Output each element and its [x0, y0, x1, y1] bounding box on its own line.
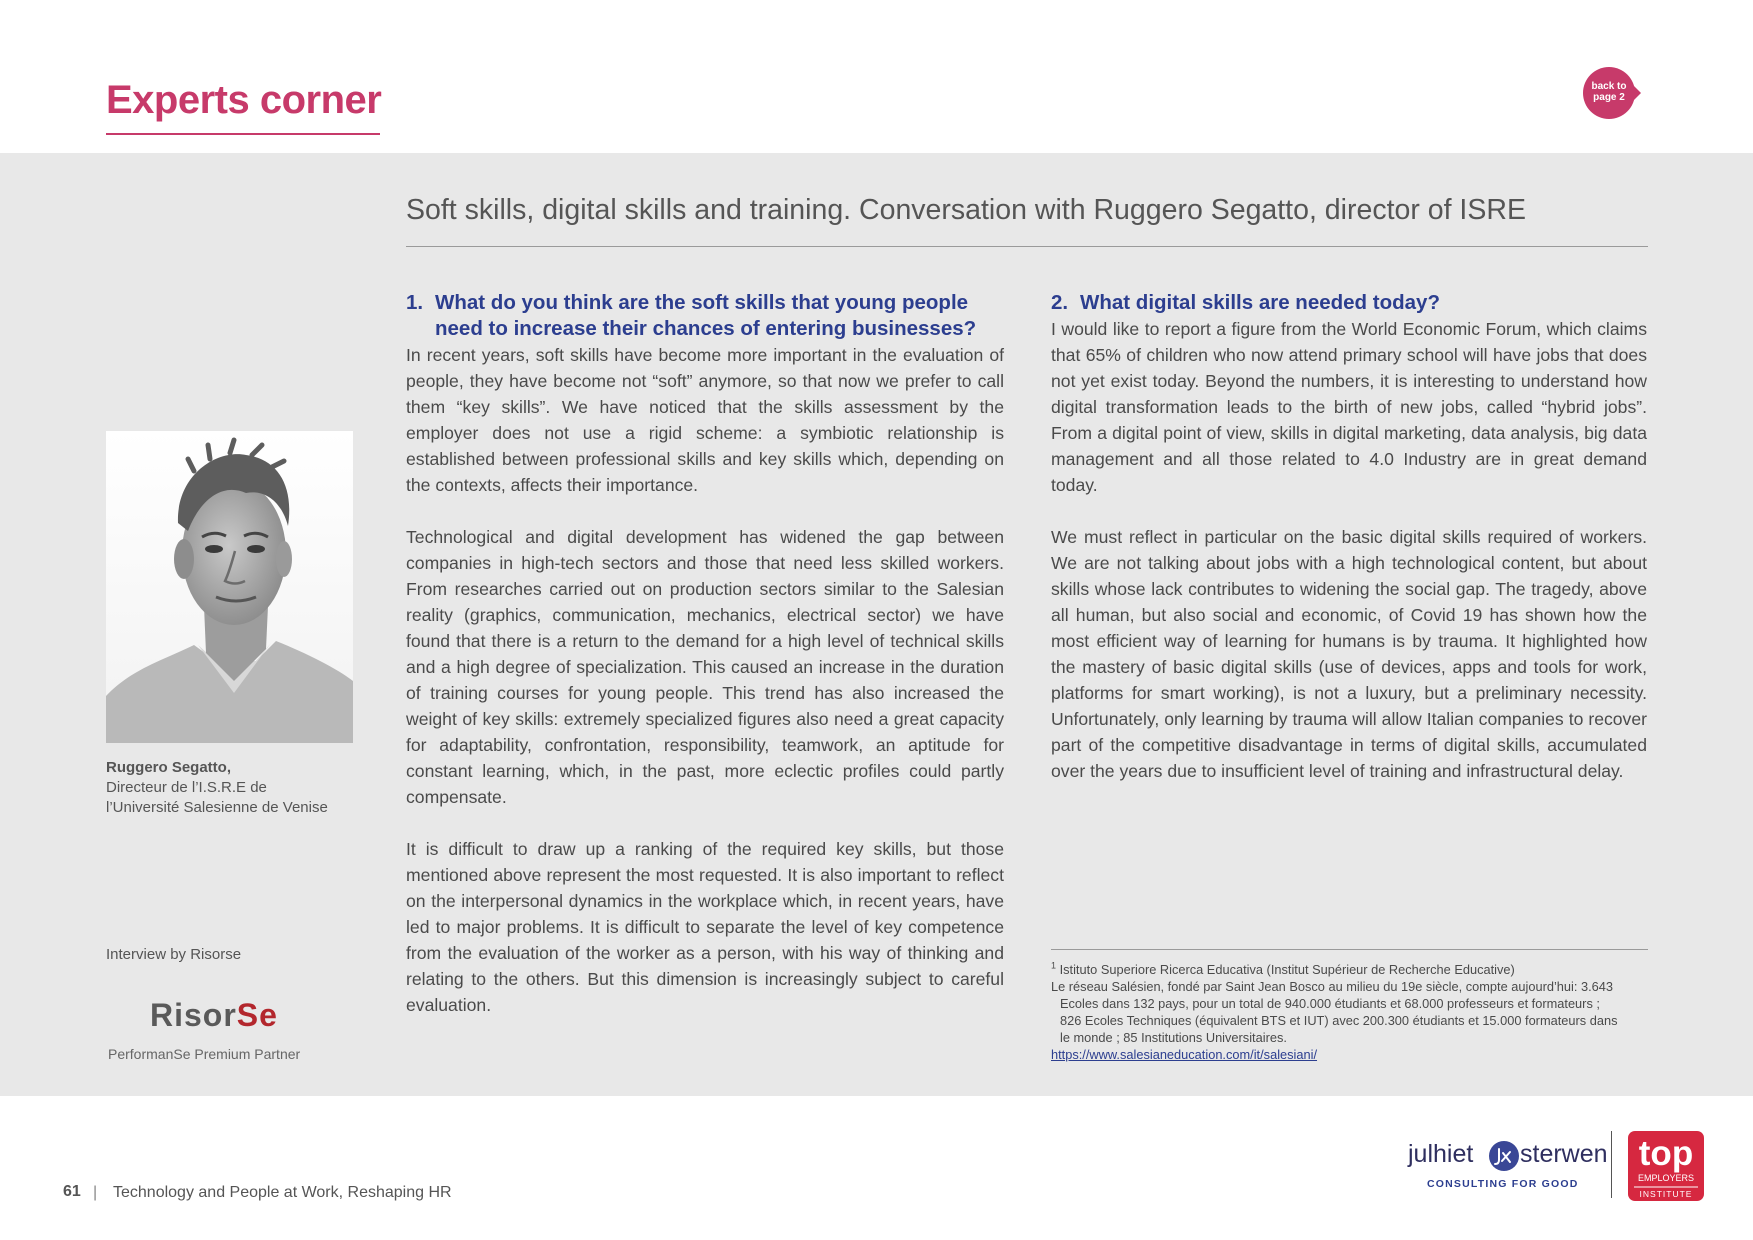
risorse-logo-word-b: Se [236, 997, 278, 1033]
section-title: Experts corner [106, 78, 382, 122]
answer-1-paragraph-2: Technological and digital development has widened the gap between companies in high-tech sectors and those that need less skilled workers. From researches carried out on production sectors similar to the Salesian reality (graphics, communication, mechanics, electrical sector) we have found that there is a return to the demand for a high level of technical skills and a high degree of specialization. This caused an increase in the duration of training courses for young people. This trend has also increased the weight of key skills: extremely specialized figures also need a great capacity for adaptability, confrontation, responsibility, teamwork, an aptitude for constant learning, which, in the past, more eclectic profiles could partly compensate. [406, 527, 1004, 807]
top-employers-institute-logo [1628, 1131, 1704, 1201]
footer-logo-divider [1611, 1131, 1612, 1198]
portrait-caption-institution: l’Université Salesienne de Venise [106, 799, 328, 816]
jsw-monogram-icon [1488, 1140, 1520, 1172]
footnote-link[interactable]: https://www.salesianeducation.com/it/salesiani/ [1051, 1047, 1318, 1062]
portrait-caption-name: Ruggero Segatto, [106, 759, 232, 776]
footnote-divider [1051, 949, 1648, 950]
question-2-number: 2. [1051, 291, 1069, 314]
question-1-heading [406, 290, 1004, 342]
publication-title: Technology and People at Work, Reshaping HR [113, 1184, 452, 1201]
portrait-caption-role: Directeur de l’I.S.R.E de [106, 779, 267, 796]
top-logo-line1: EMPLOYERS [1637, 1173, 1695, 1183]
footnote-line-2: Le réseau Salésien, fondé par Saint Jean Bosco au milieu du 19e siècle, compte aujourd’hui: 3.643 [1051, 979, 1614, 994]
jsw-logo-word-left: julhiet [1408, 1140, 1474, 1168]
answer-1-paragraph-3: It is difficult to draw up a ranking of the required key skills, but those mentioned above represent the most requested. It is also important to reflect on the interpersonal dynamics in the workplace which, in recent years, have led to major problems. It is difficult to separate the level of key competence from the evaluation of the worker as a person, with his way of thinking and relating to the others. But this dimension is increasingly subject to careful evaluation. [406, 839, 1004, 1015]
footnote [1051, 961, 1651, 1063]
question-1-text: What do you think are the soft skills that young people need to increase their chances of entering businesses? [435, 291, 977, 340]
question-2-text: What digital skills are needed today? [1080, 291, 1440, 314]
jsw-logo-tagline: CONSULTING FOR GOOD [1427, 1178, 1579, 1190]
back-button-line1: back to [1591, 81, 1627, 92]
top-logo-line2: INSTITUTE [1639, 1189, 1693, 1199]
article-title: Soft skills, digital skills and training. Conversation with Ruggero Segatto, director of ISRE [406, 194, 1526, 226]
section-title-underline [106, 133, 380, 135]
footnote-line-4: 826 Ecoles Techniques (équivalent BTS et IUT) avec 200.300 étudiants et 15.000 formateurs dans [1060, 1013, 1618, 1028]
answer-2-paragraph-1: I would like to report a figure from the World Economic Forum, which claims that 65% of children who now attend primary school will have jobs that does not yet exist today. Beyond the numbers, it is interesting to understand how digital transformation leads to the birth of new jobs, called “hybrid jobs”. From a digital point of view, skills in digital marketing, data analysis, big data management and all those related to 4.0 Industry are in great demand today. [1051, 319, 1647, 495]
jsw-logo-word-right: sterwen [1520, 1140, 1608, 1168]
interview-credit: Interview by Risorse [106, 946, 242, 963]
back-to-page-2-button[interactable] [1583, 66, 1641, 120]
julhiet-sterwen-logo [1400, 1136, 1608, 1194]
risorse-logo-tagline: PerformanSe Premium Partner [108, 1046, 301, 1062]
back-button-line2: page 2 [1593, 92, 1625, 103]
top-logo-word: top [1638, 1134, 1694, 1173]
footnote-line-1: Istituto Superiore Ricerca Educativa (Institut Supérieur de Recherche Educative) [1059, 962, 1515, 977]
page-number: 61 [63, 1183, 81, 1200]
question-2-heading [1051, 290, 1647, 316]
risorse-logo-word-a: Risor [150, 997, 237, 1033]
answer-1-paragraph-1: In recent years, soft skills have become more important in the evaluation of people, they have become not “soft” anymore, so that now we prefer to call them “key skills”. We have noticed that the skills assessment by the employer does not use a rigid scheme: a symbiotic relationship is established between professional skills and key skills which, depending on the contexts, affects their importance. [406, 345, 1004, 495]
footnote-marker: 1 [1051, 960, 1057, 971]
title-divider [406, 246, 1648, 247]
footer-separator: | [93, 1184, 98, 1201]
article-column-left [406, 290, 1004, 1018]
article-column-right [1051, 290, 1647, 784]
portrait-photo [106, 431, 353, 743]
question-1-number: 1. [406, 291, 424, 314]
footnote-line-3: Ecoles dans 132 pays, pour un total de 940.000 étudiants et 68.000 professeurs et formateurs ; [1060, 996, 1600, 1011]
risorse-logo [108, 995, 318, 1065]
footnote-line-5: le monde ; 85 Institutions Universitaires. [1060, 1030, 1287, 1045]
answer-2-paragraph-2: We must reflect in particular on the basic digital skills required of workers. We are not talking about jobs with a high technological content, but about skills whose lack contributes to widening the social gap. The tragedy, above all human, but also social and economic, of Covid 19 has shown how the most efficient way of learning for humans is by trauma. It highlighted how the mastery of basic digital skills (use of devices, apps and tools for work, platforms for smart working), is not a luxury, but a preliminary necessity. Unfortunately, only learning by trauma will allow Italian companies to recover part of the competitive disadvantage in terms of digital skills, accumulated over the years due to insufficient level of training and infrastructural delay. [1051, 527, 1647, 781]
